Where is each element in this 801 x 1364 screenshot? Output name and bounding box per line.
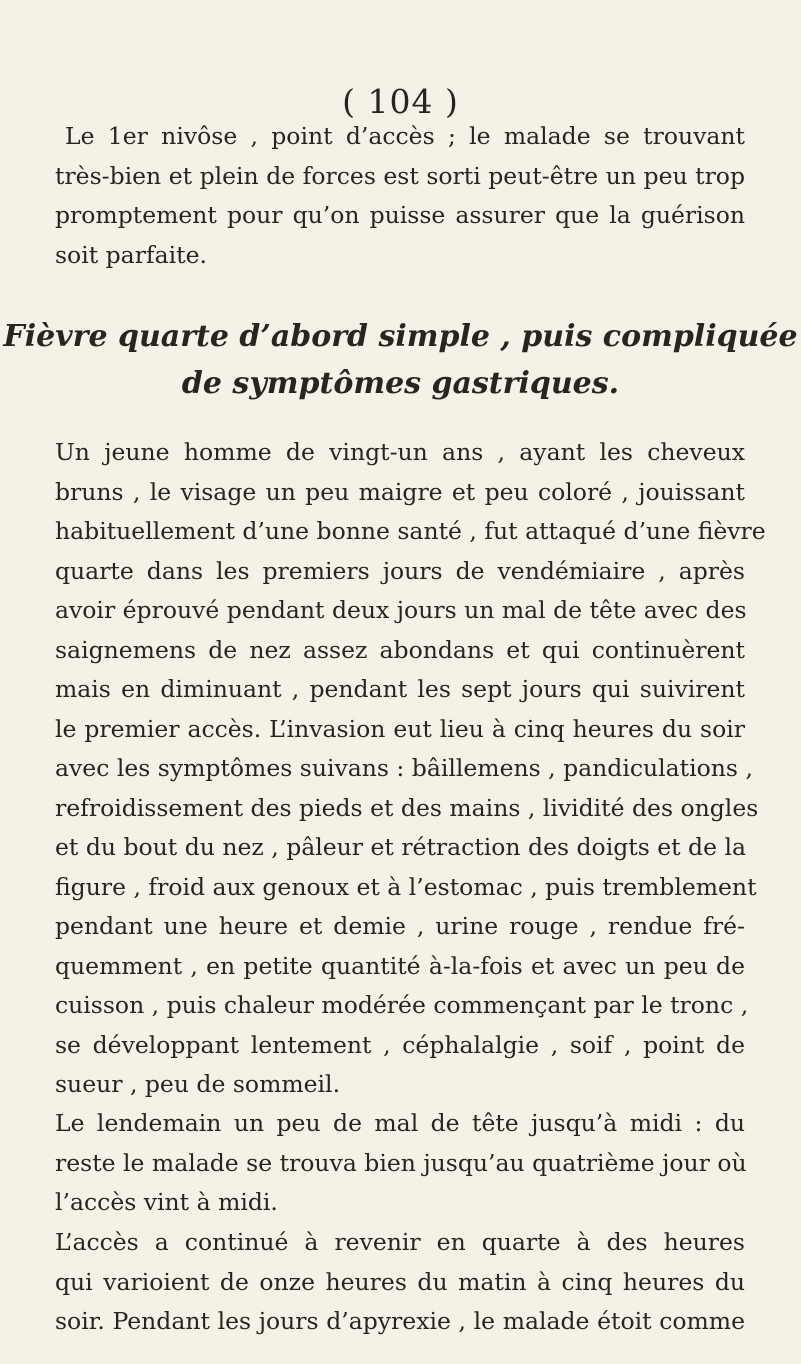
paragraph-next-day (55, 1104, 745, 1223)
text-line: saignemens de nez assez abondans et qui continuèrent (55, 635, 745, 664)
text-line: très-bien et plein de forces est sorti peut-être un peu trop (55, 161, 745, 190)
paragraph-recurrence (55, 1223, 745, 1342)
text-line: sueur , peu de sommeil. (55, 1070, 341, 1098)
text-line: quarte dans les premiers jours de vendémiaire , après (55, 556, 745, 585)
text-line: avoir éprouvé pendant deux jours un mal de tête avec des (55, 596, 747, 624)
text-line: bruns , le visage un peu maigre et peu coloré , jouissant (55, 477, 745, 506)
text-line: et du bout du nez , pâleur et rétraction des doigts et de la (55, 833, 747, 861)
text-line: figure , froid aux genoux et à l’estomac , puis tremblement (55, 872, 757, 901)
text-line: promptement pour qu’on puisse assurer que la guérison (55, 201, 745, 229)
text-line: soir. Pendant les jours d’apyrexie , le malade étoit comme (55, 1307, 745, 1335)
paragraph-case (55, 433, 766, 1105)
text-line: mais en diminuant , pendant les sept jours qui suivirent (55, 675, 745, 703)
text-line: habituellement d’une bonne santé , fut attaqué d’une fièvre (55, 517, 766, 545)
text-line: pendant une heure et demie , urine rouge , rendue fré- (55, 912, 745, 940)
text-line: l’accès vint à midi. (55, 1188, 278, 1216)
text-line: reste le malade se trouva bien jusqu’au quatrième jour où (55, 1148, 747, 1177)
text-line: quemment , en petite quantité à-la-fois et avec un peu de (55, 951, 745, 980)
text-line: se développant lentement , céphalalgie , soif , point de (55, 1030, 745, 1059)
text-line: Le lendemain un peu de mal de tête jusqu’à midi : du (55, 1109, 745, 1137)
page-number: ( 104 ) (342, 82, 459, 121)
paragraph-intro (55, 117, 745, 275)
text-line: refroidissement des pieds et des mains , lividité des ongles (55, 793, 759, 822)
text-line: cuisson , puis chaleur modérée commençant par le tronc , (55, 991, 749, 1019)
text-line: Un jeune homme de vingt-un ans , ayant les cheveux (55, 438, 745, 466)
section-heading-line-2: de symptômes gastriques. (181, 366, 620, 401)
text-line: qui varioient de onze heures du matin à cinq heures du (55, 1267, 745, 1296)
text-line: le premier accès. L’invasion eut lieu à cinq heures du soir (55, 714, 745, 743)
text-line: soit parfaite. (55, 240, 207, 269)
text-line: Le 1er nivôse , point d’accès ; le malade se trouvant (65, 122, 745, 150)
text-line: L’accès a continué à revenir en quarte à des heures (55, 1228, 745, 1256)
text-line: avec les symptômes suivans : bâillemens , pandiculations , (55, 754, 753, 782)
section-heading-line-1: Fièvre quarte d’abord simple , puis compliquée (3, 319, 798, 354)
